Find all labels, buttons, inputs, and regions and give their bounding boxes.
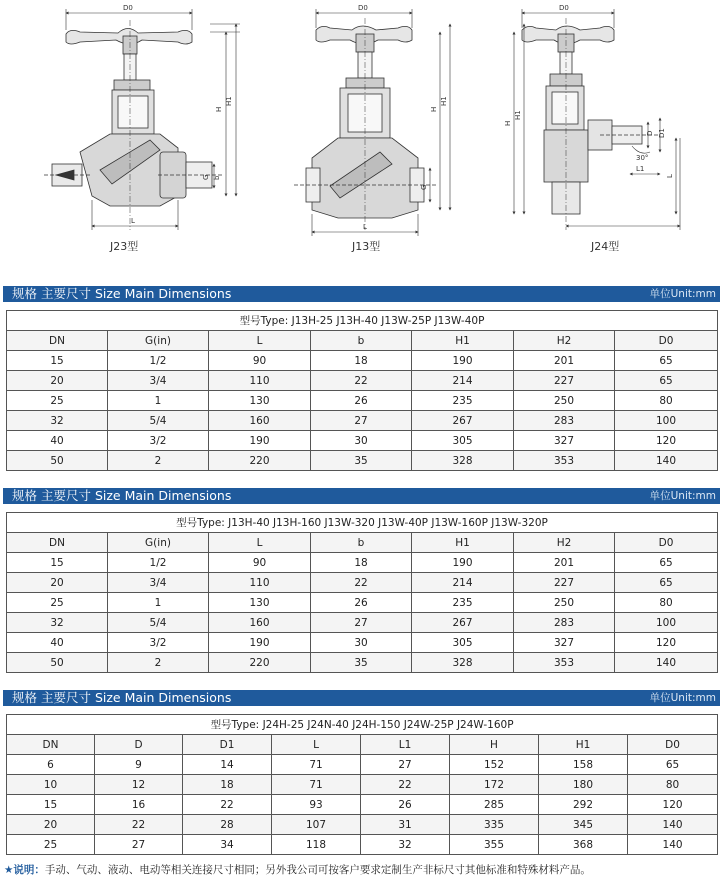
table-cell: 220	[209, 653, 311, 673]
table-cell: 172	[450, 775, 539, 795]
table-cell: 15	[7, 795, 95, 815]
table-cell: 32	[7, 411, 108, 431]
table-cell: 327	[514, 633, 615, 653]
table-cell: 328	[412, 451, 514, 471]
table-cell: 140	[615, 653, 718, 673]
table-cell: 220	[209, 451, 311, 471]
table-cell: 25	[7, 391, 108, 411]
table-cell: 1	[108, 391, 209, 411]
table-row	[7, 351, 718, 371]
table-cell: 328	[412, 653, 514, 673]
table-cell: 235	[412, 593, 514, 613]
table-cell: 227	[514, 371, 615, 391]
column-header: G(in)	[108, 331, 209, 351]
table-cell: 2	[108, 653, 209, 673]
column-header: D0	[628, 735, 718, 755]
j24-label-d: D	[646, 130, 654, 136]
table-cell: 27	[311, 411, 412, 431]
j23-label-b: b	[213, 175, 221, 180]
table-cell: 5/4	[108, 613, 209, 633]
table-cell: 107	[272, 815, 361, 835]
j23-label-h1: H1	[225, 96, 233, 106]
section-header	[3, 488, 720, 504]
table-cell: 120	[615, 431, 718, 451]
section-header	[3, 286, 720, 302]
table-row	[7, 835, 718, 855]
note-marker: ★说明：	[4, 864, 45, 876]
table-cell: 26	[311, 391, 412, 411]
table-cell: 80	[615, 593, 718, 613]
table-cell: 40	[7, 431, 108, 451]
table-cell: 1/2	[108, 553, 209, 573]
table-cell: 20	[7, 371, 108, 391]
table-cell: 26	[361, 795, 450, 815]
j23-caption: J23型	[110, 240, 139, 253]
model-cell	[7, 513, 718, 533]
table-cell: 15	[7, 553, 108, 573]
table-cell: 22	[95, 815, 183, 835]
column-header: DN	[7, 533, 108, 553]
table-cell: 27	[311, 613, 412, 633]
table-cell: 250	[514, 391, 615, 411]
table-cell: 267	[412, 613, 514, 633]
table-cell: 65	[615, 573, 718, 593]
model-cell	[7, 715, 718, 735]
column-header: L	[209, 331, 311, 351]
table-cell: 335	[450, 815, 539, 835]
header-row	[7, 331, 718, 351]
table-cell: 93	[272, 795, 361, 815]
column-header: L	[272, 735, 361, 755]
table-cell: 20	[7, 815, 95, 835]
table-cell: 120	[628, 795, 718, 815]
table-cell: 22	[311, 371, 412, 391]
table-cell: 12	[95, 775, 183, 795]
j24-label-l: L	[666, 174, 674, 178]
j13-label-d0: D0	[358, 4, 368, 12]
j13-label-g: G	[420, 184, 428, 190]
table-cell: 355	[450, 835, 539, 855]
table-cell: 32	[7, 613, 108, 633]
table-cell: 80	[615, 391, 718, 411]
table-cell: 368	[539, 835, 628, 855]
column-header: L1	[361, 735, 450, 755]
model-label: 型号Type:	[239, 314, 289, 327]
table-cell: 130	[209, 391, 311, 411]
dimensions-table-2	[6, 512, 718, 673]
j13-label-h1: H1	[440, 96, 448, 106]
section-title: 规格 主要尺寸 Size Main Dimensions	[12, 488, 232, 503]
table-row	[7, 613, 718, 633]
table-cell: 18	[311, 553, 412, 573]
j23-label-l: L	[131, 217, 135, 225]
column-header: DN	[7, 735, 95, 755]
j13-label-h: H	[430, 106, 438, 112]
table-cell: 28	[183, 815, 272, 835]
table-cell: 6	[7, 755, 95, 775]
j24-label-d0: D0	[559, 4, 569, 12]
table-cell: 3/2	[108, 633, 209, 653]
column-header: D0	[615, 331, 718, 351]
table-cell: 305	[412, 431, 514, 451]
table-row	[7, 775, 718, 795]
table-cell: 16	[95, 795, 183, 815]
j24-label-h: H	[504, 120, 512, 126]
table-cell: 15	[7, 351, 108, 371]
j24-label-l1: L1	[636, 165, 645, 173]
table-cell: 285	[450, 795, 539, 815]
table-cell: 40	[7, 633, 108, 653]
table-cell: 14	[183, 755, 272, 775]
table-cell: 120	[615, 633, 718, 653]
section-header	[3, 690, 720, 706]
table-cell: 130	[209, 593, 311, 613]
table-row	[7, 633, 718, 653]
table-cell: 27	[361, 755, 450, 775]
table-cell: 65	[615, 553, 718, 573]
table-cell: 27	[95, 835, 183, 855]
drawings-svg	[0, 0, 720, 262]
table-cell: 353	[514, 451, 615, 471]
table-cell: 10	[7, 775, 95, 795]
table-cell: 345	[539, 815, 628, 835]
table-cell: 160	[209, 613, 311, 633]
table-cell: 90	[209, 351, 311, 371]
table-cell: 20	[7, 573, 108, 593]
table-cell: 100	[615, 613, 718, 633]
dimensions-section-2	[3, 488, 720, 673]
table-cell: 1/2	[108, 351, 209, 371]
section-title: 规格 主要尺寸 Size Main Dimensions	[12, 690, 232, 705]
table-row	[7, 411, 718, 431]
footnote	[4, 862, 591, 877]
column-header: H2	[514, 533, 615, 553]
model-list: J13H-40 J13H-160 J13W-320 J13W-40P J13W-160P J13W-320P	[228, 516, 548, 529]
table-cell: 227	[514, 573, 615, 593]
table-cell: 201	[514, 351, 615, 371]
column-header: G(in)	[108, 533, 209, 553]
table-row	[7, 573, 718, 593]
model-row	[7, 715, 718, 735]
table-row	[7, 371, 718, 391]
table-cell: 283	[514, 613, 615, 633]
table-cell: 34	[183, 835, 272, 855]
table-cell: 35	[311, 451, 412, 471]
table-cell: 71	[272, 775, 361, 795]
column-header: b	[311, 331, 412, 351]
column-header: H1	[412, 331, 514, 351]
j24-label-d1: D1	[658, 128, 666, 138]
table-cell: 305	[412, 633, 514, 653]
table-cell: 22	[361, 775, 450, 795]
table-cell: 327	[514, 431, 615, 451]
column-header: D0	[615, 533, 718, 553]
table-cell: 214	[412, 371, 514, 391]
dimensions-section-1	[3, 286, 720, 471]
column-header: H2	[514, 331, 615, 351]
table-cell: 180	[539, 775, 628, 795]
table-row	[7, 431, 718, 451]
j23-label-d0: D0	[123, 4, 133, 12]
table-row	[7, 391, 718, 411]
dimensions-table-1	[6, 310, 718, 471]
table-cell: 110	[209, 573, 311, 593]
table-cell: 100	[615, 411, 718, 431]
dimensions-section-3	[3, 690, 720, 855]
model-list: J13H-25 J13H-40 J13W-25P J13W-40P	[291, 314, 485, 327]
table-cell: 35	[311, 653, 412, 673]
table-cell: 235	[412, 391, 514, 411]
table-cell: 30	[311, 633, 412, 653]
j23-label-h: H	[215, 106, 223, 112]
column-header: H1	[539, 735, 628, 755]
table-cell: 26	[311, 593, 412, 613]
model-label: 型号Type:	[210, 718, 260, 731]
table-cell: 30	[311, 431, 412, 451]
j24-drawing	[522, 18, 660, 230]
table-cell: 190	[209, 431, 311, 451]
table-cell: 65	[628, 755, 718, 775]
table-row	[7, 755, 718, 775]
table-row	[7, 815, 718, 835]
table-cell: 3/4	[108, 573, 209, 593]
column-header: H	[450, 735, 539, 755]
model-list: J24H-25 J24N-40 J24H-150 J24W-25P J24W-160P	[262, 718, 514, 731]
column-header: H1	[412, 533, 514, 553]
column-header: D1	[183, 735, 272, 755]
table-row	[7, 593, 718, 613]
table-cell: 80	[628, 775, 718, 795]
unit-label: 单位Unit:mm	[649, 490, 716, 502]
table-cell: 353	[514, 653, 615, 673]
table-cell: 158	[539, 755, 628, 775]
unit-label: 单位Unit:mm	[649, 692, 716, 704]
table-cell: 140	[628, 815, 718, 835]
table-cell: 160	[209, 411, 311, 431]
table-cell: 152	[450, 755, 539, 775]
table-cell: 90	[209, 553, 311, 573]
table-row	[7, 553, 718, 573]
table-cell: 50	[7, 653, 108, 673]
table-cell: 1	[108, 593, 209, 613]
table-cell: 65	[615, 351, 718, 371]
table-row	[7, 795, 718, 815]
table-cell: 292	[539, 795, 628, 815]
table-row	[7, 653, 718, 673]
table-cell: 250	[514, 593, 615, 613]
table-cell: 22	[183, 795, 272, 815]
table-cell: 5/4	[108, 411, 209, 431]
table-cell: 283	[514, 411, 615, 431]
table-cell: 18	[183, 775, 272, 795]
j24-label-h1: H1	[514, 110, 522, 120]
column-header: D	[95, 735, 183, 755]
header-row	[7, 533, 718, 553]
table-cell: 3/4	[108, 371, 209, 391]
table-cell: 71	[272, 755, 361, 775]
table-cell: 118	[272, 835, 361, 855]
column-header: L	[209, 533, 311, 553]
table-cell: 3/2	[108, 431, 209, 451]
j24-caption: J24型	[591, 240, 620, 253]
table-row	[7, 451, 718, 471]
table-cell: 9	[95, 755, 183, 775]
table-cell: 65	[615, 371, 718, 391]
model-row	[7, 311, 718, 331]
valve-drawings	[0, 0, 720, 262]
section-title: 规格 主要尺寸 Size Main Dimensions	[12, 286, 232, 301]
column-header: DN	[7, 331, 108, 351]
table-cell: 2	[108, 451, 209, 471]
model-label: 型号Type:	[176, 516, 225, 529]
model-cell	[7, 311, 718, 331]
table-cell: 25	[7, 835, 95, 855]
table-cell: 190	[412, 351, 514, 371]
table-cell: 18	[311, 351, 412, 371]
j24-label-angle: 30°	[636, 154, 649, 162]
table-cell: 50	[7, 451, 108, 471]
model-row	[7, 513, 718, 533]
unit-label: 单位Unit:mm	[649, 288, 716, 300]
j23-label-g: G	[202, 174, 210, 180]
j13-drawing	[294, 18, 436, 230]
table-cell: 190	[412, 553, 514, 573]
table-cell: 267	[412, 411, 514, 431]
table-cell: 214	[412, 573, 514, 593]
note-text: 手动、气动、液动、电动等相关连接尺寸相同；另外我公司可按客户要求定制生产非标尺寸其他标准和特殊材料产品。	[44, 864, 591, 876]
table-cell: 140	[628, 835, 718, 855]
j13-caption: J13型	[352, 240, 381, 253]
table-cell: 22	[311, 573, 412, 593]
dimensions-table-3	[6, 714, 718, 855]
table-cell: 140	[615, 451, 718, 471]
table-cell: 32	[361, 835, 450, 855]
j13-label-l: L	[363, 223, 367, 231]
table-cell: 110	[209, 371, 311, 391]
table-cell: 190	[209, 633, 311, 653]
table-cell: 31	[361, 815, 450, 835]
header-row	[7, 735, 718, 755]
table-cell: 25	[7, 593, 108, 613]
table-cell: 201	[514, 553, 615, 573]
column-header: b	[311, 533, 412, 553]
j23-drawing	[44, 20, 222, 230]
